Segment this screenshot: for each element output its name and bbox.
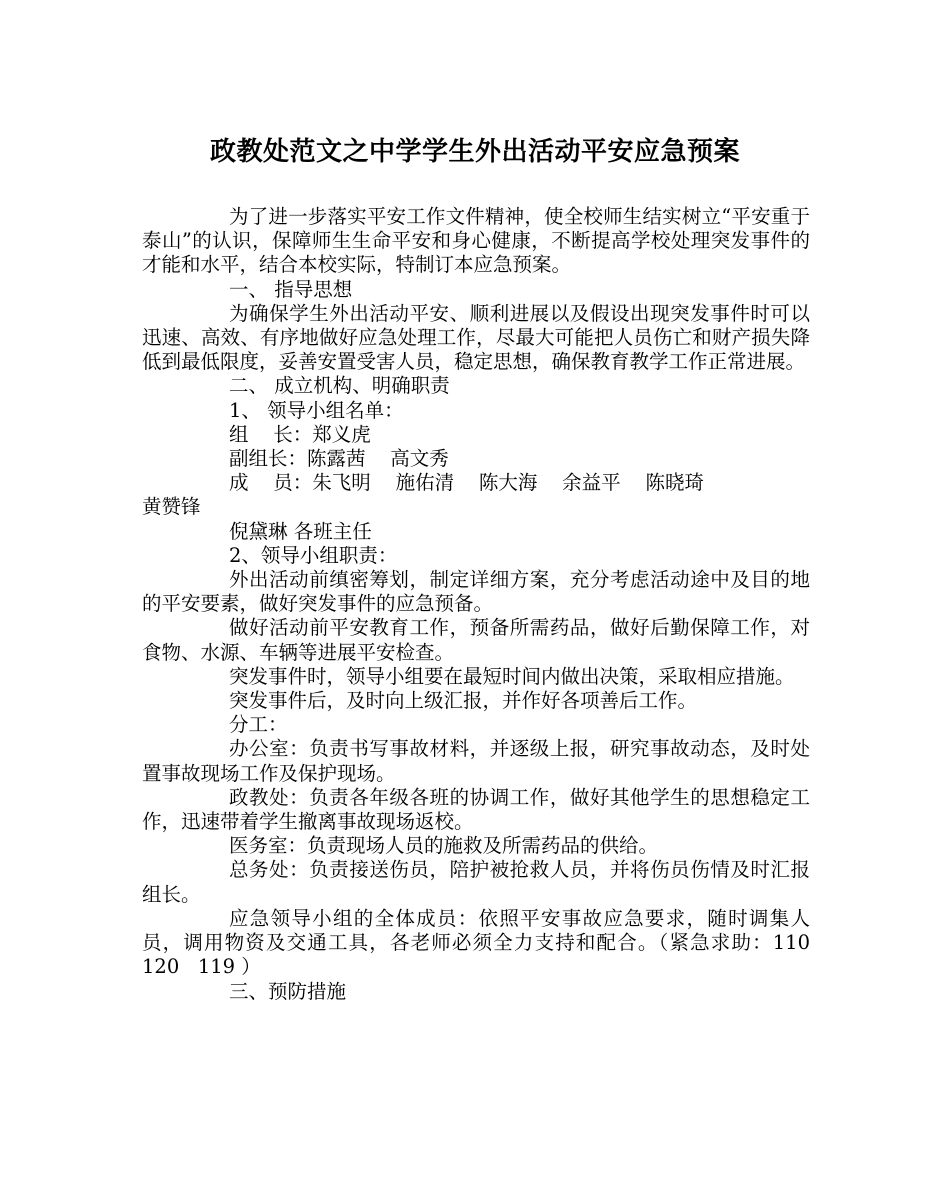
section-heading-organization: 二、 成立机构、明确职责 (229, 374, 450, 398)
leadership-list-heading: 1、 领导小组名单： (229, 398, 404, 422)
intro-paragraph: 为了进一步落实平安工作文件精神，使全校师生结实树立“平安重于泰山”的认识，保障师生生命平安和身心健康，不断提高学校处理突发事件的才能和水平，结合本校实际，特制订本应急预案。 (142, 205, 810, 277)
section-heading-guiding-ideology: 一、 指导思想 (229, 277, 353, 301)
duty-paragraph-education: 做好活动前平安教育工作，预备所需药品，做好后勤保障工作，对食物、水源、车辆等进展平安检查。 (142, 616, 810, 664)
duty-paragraph-report: 突发事件后，及时向上级汇报，并作好各项善后工作。 (229, 689, 698, 713)
division-all-members: 应急领导小组的全体成员：依照平安事故应急要求，随时调集人员，调用物资及交通工具，各老师必须全力支持和配合。（紧急求助：110 120 119 ） (142, 906, 841, 979)
division-medical-room: 医务室：负责现场人员的施救及所需药品的供给。 (229, 834, 659, 858)
division-heading: 分工： (229, 713, 288, 737)
division-office: 办公室：负责书写事故材料，并逐级上报，研究事故动态，及时处置事故现场工作及保护现场。 (142, 737, 810, 785)
division-political-education: 政教处：负责各年级各班的协调工作，做好其他学生的思想稳定工作，迅速带着学生撤离事故现场返校。 (142, 785, 810, 834)
division-general-affairs: 总务处：负责接送伤员，陪护被抢救人员，并将伤员伤情及时汇报组长。 (142, 858, 810, 906)
section-heading-prevention: 三、预防措施 (229, 979, 347, 1003)
document-body (142, 205, 841, 1004)
duty-paragraph-decision: 突发事件时，领导小组要在最短时间内做出决策，采取相应措施。 (229, 664, 795, 688)
duties-heading: 2、领导小组职责： (229, 543, 398, 567)
document-title: 政教处范文之中学学生外出活动平安应急预案 (209, 137, 740, 167)
guiding-ideology-paragraph: 为确保学生外出活动平安、顺利进展以及假设出现突发事件时可以迅速、高效、有序地做好应急处理工作，尽最大可能把人员伤亡和财产损失降低到最低限度，妥善安置受害人员，稳定思想，确保教育教学工作正常进展。 (142, 301, 810, 374)
duty-paragraph-planning: 外出活动前缜密筹划，制定详细方案，充分考虑活动途中及目的地的平安要素，做好突发事件的应急预备。 (142, 568, 810, 616)
leader-line: 组 长：郑义虎 (229, 422, 371, 446)
members-line: 成 员：朱飞明 施佑清 陈大海 余益平 陈晓琦 (229, 471, 704, 495)
deputy-leader-line: 副组长：陈露茜 高文秀 (229, 447, 449, 471)
members-line-extra: 倪黛琳 各班主任 (229, 519, 372, 543)
members-line-continued: 黄赞锋 (142, 495, 201, 519)
